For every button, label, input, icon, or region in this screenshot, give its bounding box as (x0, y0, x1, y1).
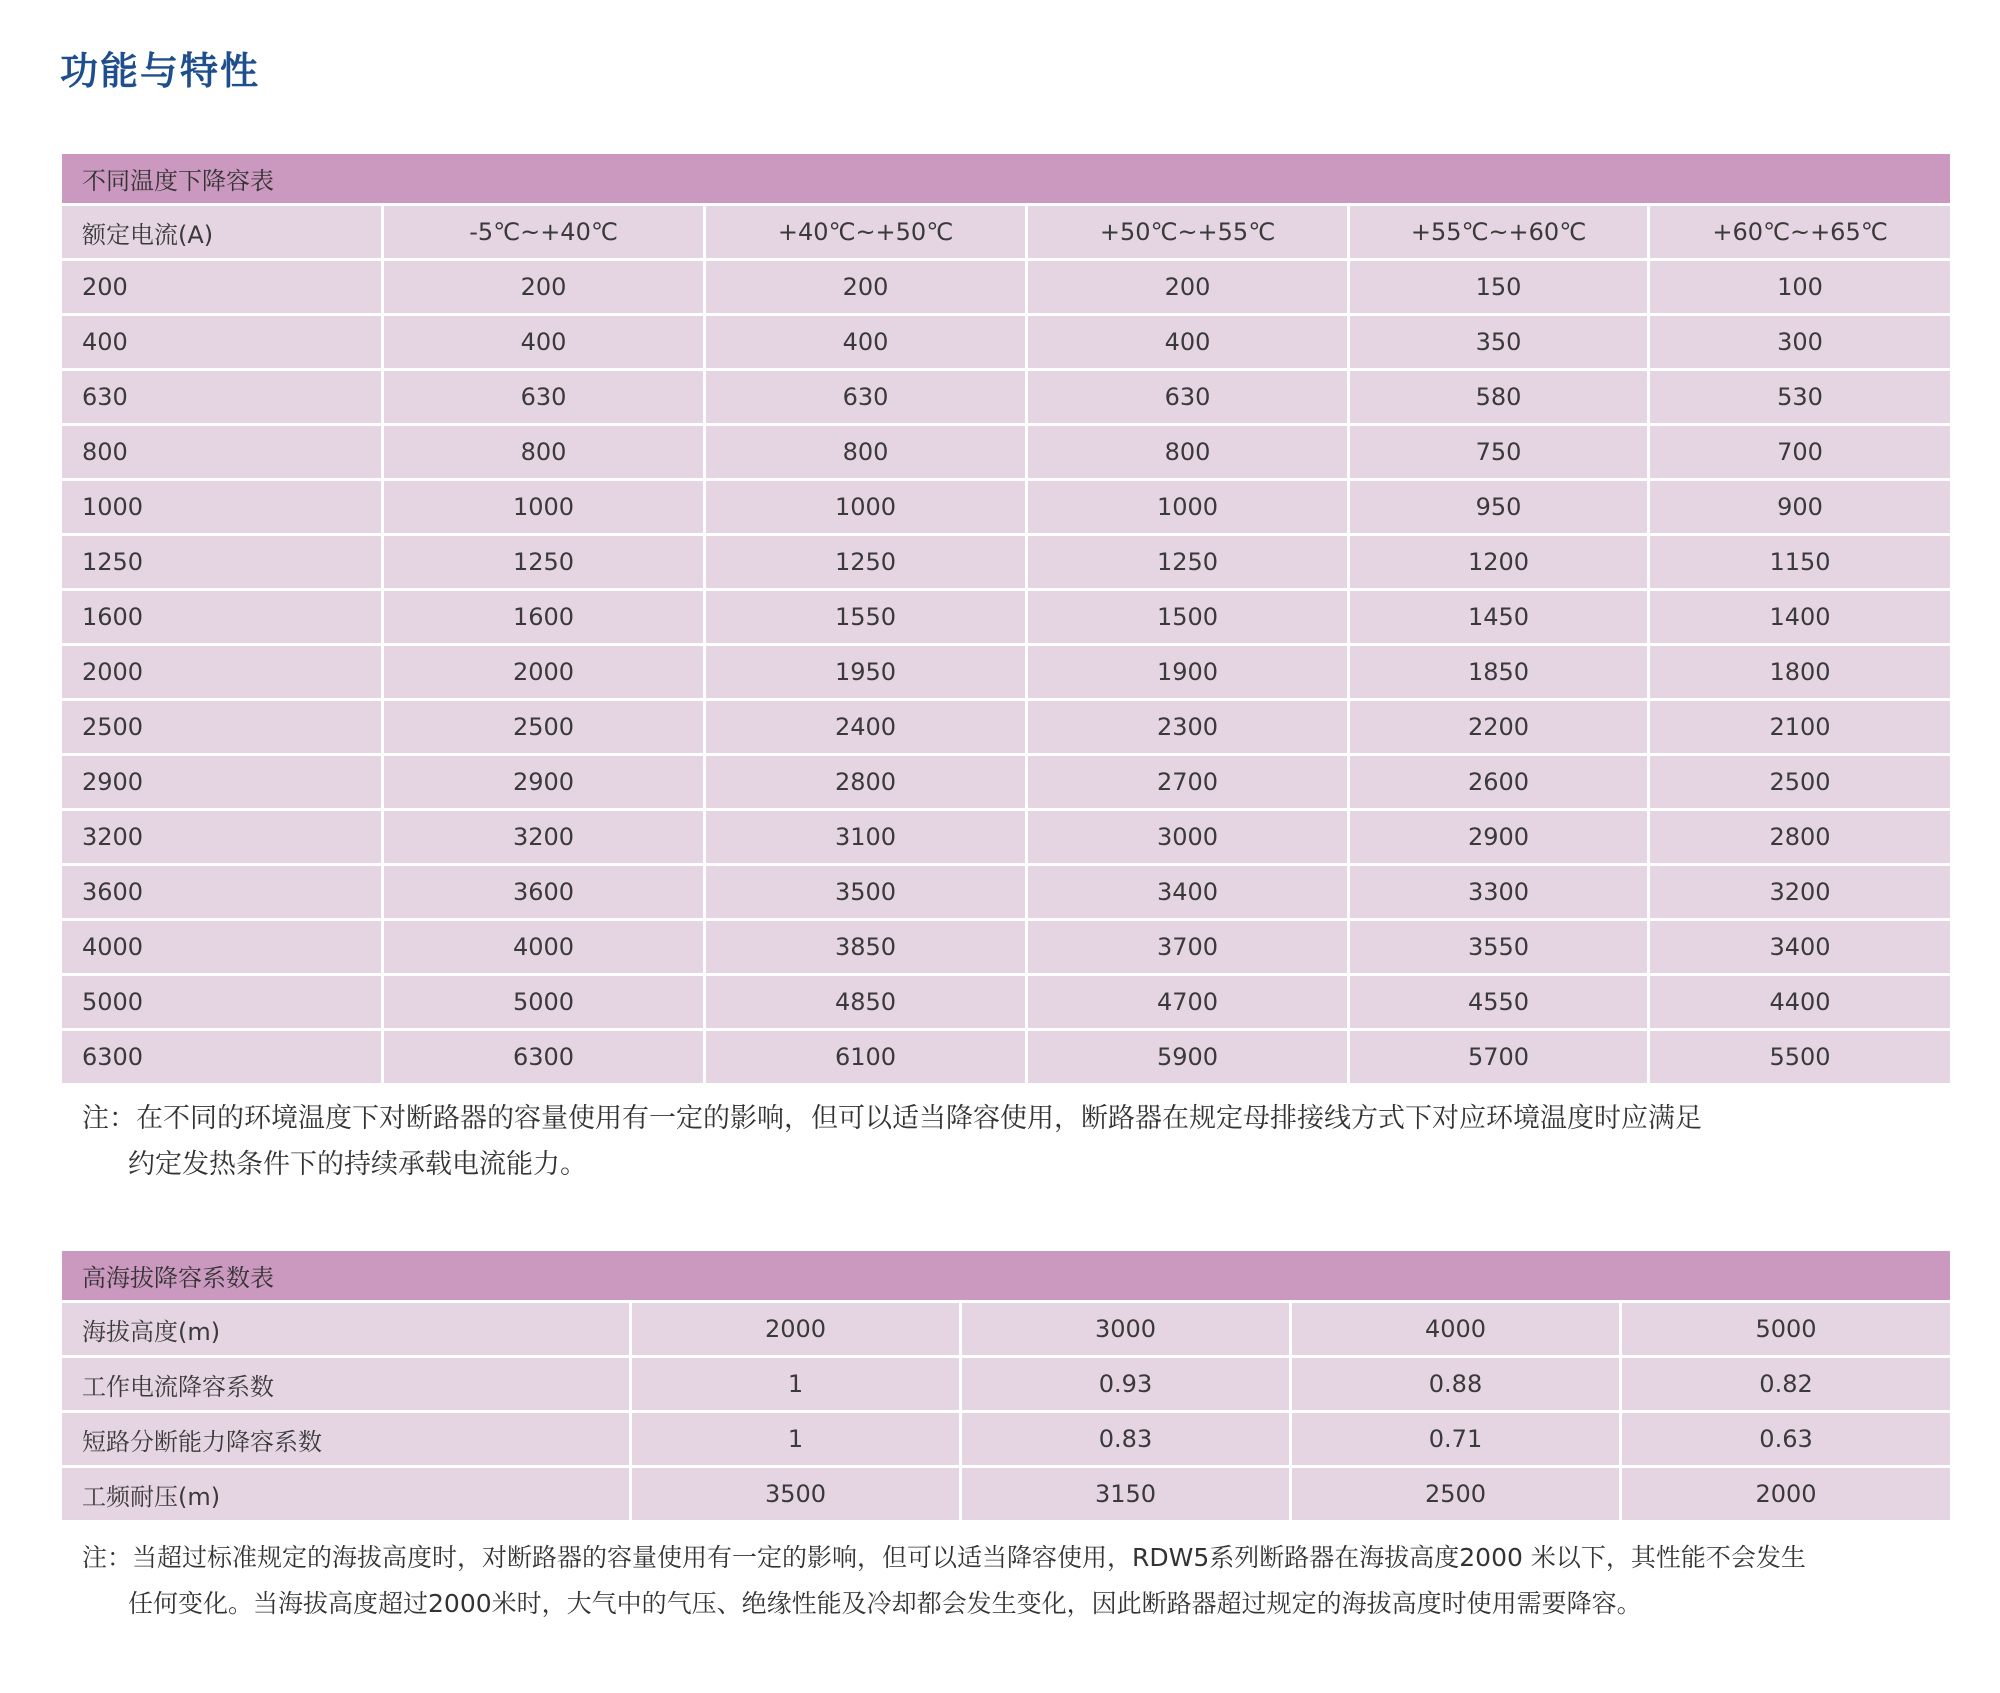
table-cell: 4850 (706, 976, 1028, 1031)
table-header-row (62, 206, 1950, 261)
table-cell: 300 (1650, 316, 1950, 371)
table-cell: 2200 (1350, 701, 1650, 756)
row-label-cell: 4000 (62, 921, 384, 976)
column-header: +40℃~+50℃ (706, 206, 1028, 261)
table-cell: 3600 (384, 866, 706, 921)
table-row (62, 371, 1950, 426)
table-cell: 630 (384, 371, 706, 426)
table-row (62, 536, 1950, 591)
column-header: +60℃~+65℃ (1650, 206, 1950, 261)
table-cell: 700 (1650, 426, 1950, 481)
table-cell: 1550 (706, 591, 1028, 646)
row-label-cell: 6300 (62, 1031, 384, 1086)
row-label-cell: 海拔高度(m) (62, 1303, 632, 1358)
table-cell: 3500 (706, 866, 1028, 921)
table-cell: 630 (1028, 371, 1350, 426)
table-cell: 0.71 (1292, 1413, 1622, 1468)
table-cell: 3400 (1028, 866, 1350, 921)
column-header: +55℃~+60℃ (1350, 206, 1650, 261)
column-header: -5℃~+40℃ (384, 206, 706, 261)
table-cell: 1250 (706, 536, 1028, 591)
table-cell: 2600 (1350, 756, 1650, 811)
row-label-cell: 3600 (62, 866, 384, 921)
table-cell: 2800 (706, 756, 1028, 811)
table-row (62, 811, 1950, 866)
table-cell: 4700 (1028, 976, 1350, 1031)
table-cell: 3550 (1350, 921, 1650, 976)
note-line: 注：在不同的环境温度下对断路器的容量使用有一定的影响，但可以适当降容使用，断路器在规定母排接线方式下对应环境温度时应满足 (82, 1103, 1702, 1134)
row-label-cell: 1000 (62, 481, 384, 536)
table-cell: 5900 (1028, 1031, 1350, 1086)
table-cell: 3300 (1350, 866, 1650, 921)
table-cell: 2000 (1622, 1468, 1950, 1523)
table-cell: 3000 (962, 1303, 1292, 1358)
table-cell: 2000 (384, 646, 706, 701)
table-cell: 2000 (632, 1303, 962, 1358)
table-row (62, 426, 1950, 481)
table-row (62, 1031, 1950, 1086)
table-cell: 1 (632, 1413, 962, 1468)
table-cell: 800 (1028, 426, 1350, 481)
table-cell: 6100 (706, 1031, 1028, 1086)
table-cell: 2700 (1028, 756, 1350, 811)
table-row (62, 316, 1950, 371)
table-row (62, 701, 1950, 756)
page-title: 功能与特性 (60, 49, 261, 93)
table-cell: 3400 (1650, 921, 1950, 976)
row-label-cell: 2500 (62, 701, 384, 756)
table-cell: 200 (1028, 261, 1350, 316)
table-row (62, 591, 1950, 646)
table-cell: 2800 (1650, 811, 1950, 866)
table-cell: 0.63 (1622, 1413, 1950, 1468)
table-cell: 3200 (1650, 866, 1950, 921)
table-cell: 1 (632, 1358, 962, 1413)
table-row (62, 1468, 1950, 1523)
table-cell: 580 (1350, 371, 1650, 426)
note-line: 约定发热条件下的持续承载电流能力。 (128, 1149, 587, 1180)
table-row (62, 921, 1950, 976)
table-cell: 400 (384, 316, 706, 371)
table-cell: 750 (1350, 426, 1650, 481)
table-cell: 400 (1028, 316, 1350, 371)
table-cell: 2300 (1028, 701, 1350, 756)
table-cell: 1500 (1028, 591, 1350, 646)
row-label-cell: 800 (62, 426, 384, 481)
table-cell: 4550 (1350, 976, 1650, 1031)
row-label-cell: 工频耐压(m) (62, 1468, 632, 1523)
table-cell: 1850 (1350, 646, 1650, 701)
table-cell: 1000 (706, 481, 1028, 536)
table-cell: 800 (384, 426, 706, 481)
column-header: 额定电流(A) (62, 206, 384, 261)
row-label-cell: 1250 (62, 536, 384, 591)
table-cell: 900 (1650, 481, 1950, 536)
table-cell: 3700 (1028, 921, 1350, 976)
table-row (62, 481, 1950, 536)
table-row (62, 756, 1950, 811)
table-cell: 1250 (384, 536, 706, 591)
note-line: 任何变化。当海拔高度超过2000米时，大气中的气压、绝缘性能及冷却都会发生变化，因此断路器超过规定的海拔高度时使用需要降容。 (128, 1589, 1642, 1618)
table-cell: 0.88 (1292, 1358, 1622, 1413)
row-label-cell: 工作电流降容系数 (62, 1358, 632, 1413)
row-label-cell: 1600 (62, 591, 384, 646)
table-cell: 6300 (384, 1031, 706, 1086)
table-cell: 3000 (1028, 811, 1350, 866)
table-row (62, 646, 1950, 701)
table-cell: 950 (1350, 481, 1650, 536)
row-label-cell: 3200 (62, 811, 384, 866)
table-cell: 3850 (706, 921, 1028, 976)
table-cell: 4000 (384, 921, 706, 976)
table-cell: 2500 (1650, 756, 1950, 811)
table-cell: 5700 (1350, 1031, 1650, 1086)
table-cell: 5500 (1650, 1031, 1950, 1086)
row-label-cell: 630 (62, 371, 384, 426)
row-label-cell: 2900 (62, 756, 384, 811)
table-cell: 0.82 (1622, 1358, 1950, 1413)
row-label-cell: 5000 (62, 976, 384, 1031)
table-row (62, 1413, 1950, 1468)
note-line: 注：当超过标准规定的海拔高度时，对断路器的容量使用有一定的影响，但可以适当降容使用，RDW5系列断路器在海拔高度2000 米以下，其性能不会发生 (82, 1543, 1806, 1572)
table-cell: 100 (1650, 261, 1950, 316)
table-cell: 2100 (1650, 701, 1950, 756)
table-row (62, 261, 1950, 316)
table-cell: 2900 (384, 756, 706, 811)
temperature-note (82, 1096, 1962, 1188)
table-cell: 200 (706, 261, 1028, 316)
table-cell: 1950 (706, 646, 1028, 701)
table-cell: 2500 (384, 701, 706, 756)
table-cell: 530 (1650, 371, 1950, 426)
table-row (62, 1358, 1950, 1413)
table-cell: 1000 (384, 481, 706, 536)
temperature-derating-table (62, 154, 1950, 1086)
table-cell: 200 (384, 261, 706, 316)
table-cell: 5000 (384, 976, 706, 1031)
row-label-cell: 2000 (62, 646, 384, 701)
table-cell: 2900 (1350, 811, 1650, 866)
table-cell: 800 (706, 426, 1028, 481)
table-cell: 5000 (1622, 1303, 1950, 1358)
table-cell: 3200 (384, 811, 706, 866)
table-cell: 1400 (1650, 591, 1950, 646)
table-cell: 1200 (1350, 536, 1650, 591)
table-cell: 2500 (1292, 1468, 1622, 1523)
table-cell: 0.93 (962, 1358, 1292, 1413)
column-header: +50℃~+55℃ (1028, 206, 1350, 261)
table-cell: 630 (706, 371, 1028, 426)
table-cell: 150 (1350, 261, 1650, 316)
table-row (62, 866, 1950, 921)
table-caption: 不同温度下降容表 (62, 154, 1950, 206)
row-label-cell: 200 (62, 261, 384, 316)
table-cell: 1450 (1350, 591, 1650, 646)
table-cell: 1150 (1650, 536, 1950, 591)
table-cell: 350 (1350, 316, 1650, 371)
table-cell: 1250 (1028, 536, 1350, 591)
table-cell: 1900 (1028, 646, 1350, 701)
table-row (62, 1303, 1950, 1358)
row-label-cell: 短路分断能力降容系数 (62, 1413, 632, 1468)
row-label-cell: 400 (62, 316, 384, 371)
table-cell: 4000 (1292, 1303, 1622, 1358)
table-cell: 4400 (1650, 976, 1950, 1031)
table-cell: 2400 (706, 701, 1028, 756)
table-cell: 1600 (384, 591, 706, 646)
table-cell: 1800 (1650, 646, 1950, 701)
table-caption: 高海拔降容系数表 (62, 1251, 1950, 1303)
altitude-note (82, 1535, 1962, 1627)
table-cell: 3150 (962, 1468, 1292, 1523)
table-cell: 0.83 (962, 1413, 1292, 1468)
table-cell: 1000 (1028, 481, 1350, 536)
table-cell: 3100 (706, 811, 1028, 866)
altitude-derating-table (62, 1251, 1950, 1523)
table-cell: 3500 (632, 1468, 962, 1523)
table-cell: 400 (706, 316, 1028, 371)
table-row (62, 976, 1950, 1031)
